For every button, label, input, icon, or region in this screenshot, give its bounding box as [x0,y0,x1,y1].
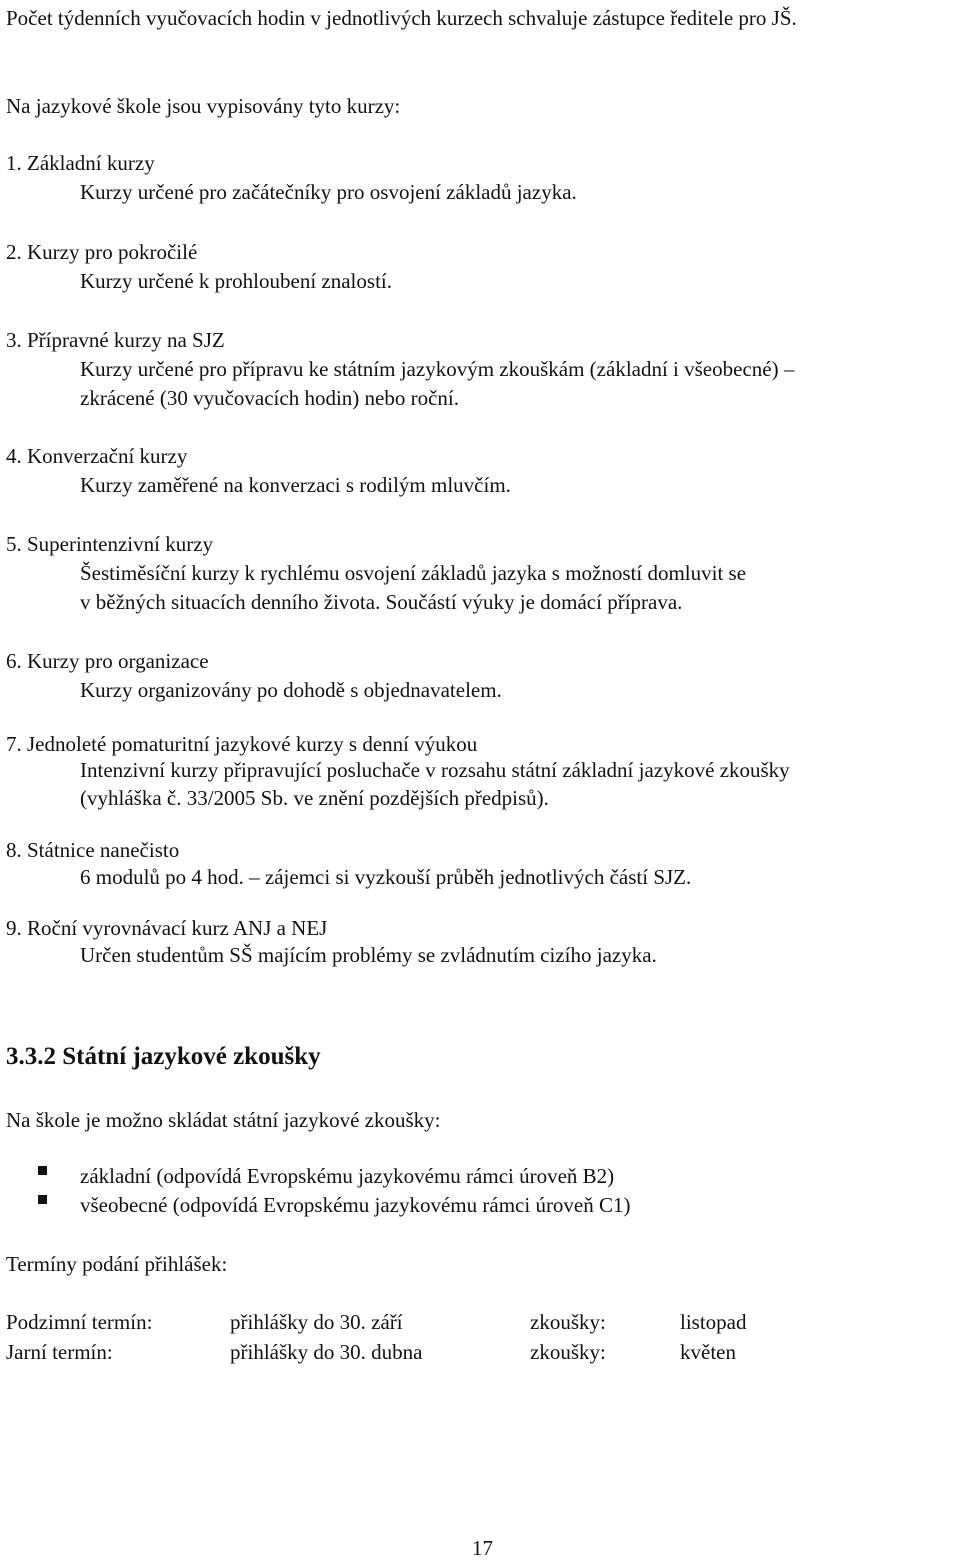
square-bullet-icon [38,1166,47,1175]
course-title: 9. Roční vyrovnávací kurz ANJ a NEJ [6,916,328,940]
course-description: Šestiměsíční kurzy k rychlému osvojení základů jazyka s možností domluvit se [80,561,747,585]
course-title: 4. Konverzační kurzy [6,444,188,468]
courses-intro: Na jazykové škole jsou vypisovány tyto kurzy: [6,94,401,118]
exams-intro: Na škole je možno skládat státní jazykové zkoušky: [6,1108,441,1132]
course-title: 2. Kurzy pro pokročilé [6,240,198,264]
term-name: Jarní termín: [6,1340,113,1364]
course-title: 1. Základní kurzy [6,151,155,175]
course-description: Kurzy určené k prohloubení znalostí. [80,269,392,293]
course-description: (vyhláška č. 33/2005 Sb. ve znění pozdějších předpisů). [80,786,549,810]
course-description: 6 modulů po 4 hod. – zájemci si vyzkouší průběh jednotlivých částí SJZ. [80,865,692,889]
term-exam-month: květen [680,1340,736,1364]
course-description: Intenzivní kurzy připravující posluchače v rozsahu státní základní jazykové zkoušky [80,758,790,782]
term-name: Podzimní termín: [6,1310,153,1334]
list-item: všeobecné (odpovídá Evropskému jazykovému rámci úroveň C1) [80,1193,631,1217]
term-application-deadline: přihlášky do 30. září [230,1310,403,1334]
course-title: 7. Jednoleté pomaturitní jazykové kurzy s denní výukou [6,732,478,756]
term-exam-month: listopad [680,1310,747,1334]
course-description: v běžných situacích denního života. Součástí výuky je domácí příprava. [80,590,683,614]
square-bullet-icon [38,1195,47,1204]
course-title: 6. Kurzy pro organizace [6,649,209,673]
term-exam-label: zkoušky: [530,1310,606,1334]
course-description: zkrácené (30 vyučovacích hodin) nebo roční. [80,386,460,410]
section-heading: 3.3.2 Státní jazykové zkoušky [6,1043,321,1070]
term-exam-label: zkoušky: [530,1340,606,1364]
course-description: Určen studentům SŠ majícím problémy se zvládnutím cizího jazyka. [80,943,657,967]
term-application-deadline: přihlášky do 30. dubna [230,1340,423,1364]
course-description: Kurzy organizovány po dohodě s objednavatelem. [80,678,502,702]
course-title: 5. Superintenzivní kurzy [6,532,214,556]
course-title: 3. Přípravné kurzy na SJZ [6,328,225,352]
course-description: Kurzy zaměřené na konverzaci s rodilým mluvčím. [80,473,511,497]
course-title: 8. Státnice nanečisto [6,838,180,862]
page-number: 17 [472,1536,493,1560]
deadlines-intro: Termíny podání přihlášek: [6,1252,228,1276]
intro-paragraph: Počet týdenních vyučovacích hodin v jednotlivých kurzech schvaluje zástupce ředitele pro JŠ. [6,6,797,30]
course-description: Kurzy určené pro přípravu ke státním jazykovým zkouškám (základní i všeobecné) – [80,357,795,381]
list-item: základní (odpovídá Evropskému jazykovému rámci úroveň B2) [80,1164,615,1188]
course-description: Kurzy určené pro začátečníky pro osvojení základů jazyka. [80,180,577,204]
